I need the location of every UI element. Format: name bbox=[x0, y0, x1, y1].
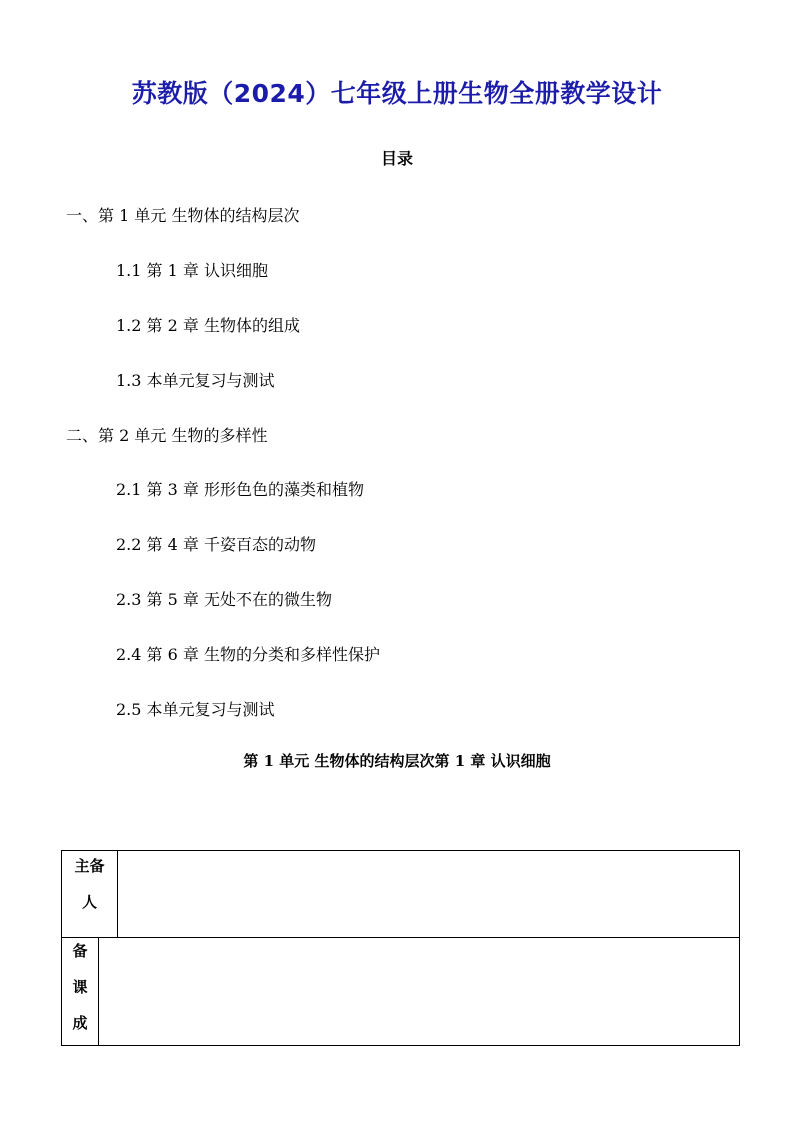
label-line: 课 bbox=[72, 978, 88, 996]
prep-members-field[interactable] bbox=[99, 938, 739, 1045]
label-line: 成 bbox=[72, 1014, 88, 1032]
toc-heading: 目录 bbox=[380, 149, 413, 168]
table-row-main-preparer bbox=[62, 851, 739, 938]
toc-item-unit-1[interactable]: 一、第 1 单元 生物体的结构层次 bbox=[66, 206, 300, 225]
toc-item-1-3[interactable]: 1.3 本单元复习与测试 bbox=[116, 371, 275, 390]
label-line: 人 bbox=[81, 893, 97, 911]
toc-item-2-2[interactable]: 2.2 第 4 章 千姿百态的动物 bbox=[116, 535, 316, 554]
toc-item-2-5[interactable]: 2.5 本单元复习与测试 bbox=[116, 700, 275, 719]
lesson-info-table bbox=[61, 850, 740, 1046]
toc-item-2-1[interactable]: 2.1 第 3 章 形形色色的藻类和植物 bbox=[116, 480, 364, 499]
toc-item-1-2[interactable]: 1.2 第 2 章 生物体的组成 bbox=[116, 316, 300, 335]
table-label-prep-members bbox=[62, 938, 99, 1045]
toc-item-2-4[interactable]: 2.4 第 6 章 生物的分类和多样性保护 bbox=[116, 645, 380, 664]
label-line: 主备 bbox=[74, 857, 105, 875]
toc-item-unit-2[interactable]: 二、第 2 单元 生物的多样性 bbox=[66, 426, 268, 445]
main-preparer-field[interactable] bbox=[118, 851, 739, 937]
section-heading: 第 1 单元 生物体的结构层次第 1 章 认识细胞 bbox=[243, 752, 551, 770]
document-title: 苏教版（2024）七年级上册生物全册教学设计 bbox=[131, 79, 663, 108]
label-line: 备 bbox=[72, 942, 88, 960]
toc-item-2-3[interactable]: 2.3 第 5 章 无处不在的微生物 bbox=[116, 590, 332, 609]
toc-item-1-1[interactable]: 1.1 第 1 章 认识细胞 bbox=[116, 261, 268, 280]
table-label-main-preparer bbox=[62, 851, 118, 937]
table-row-prep-members bbox=[62, 938, 739, 1045]
